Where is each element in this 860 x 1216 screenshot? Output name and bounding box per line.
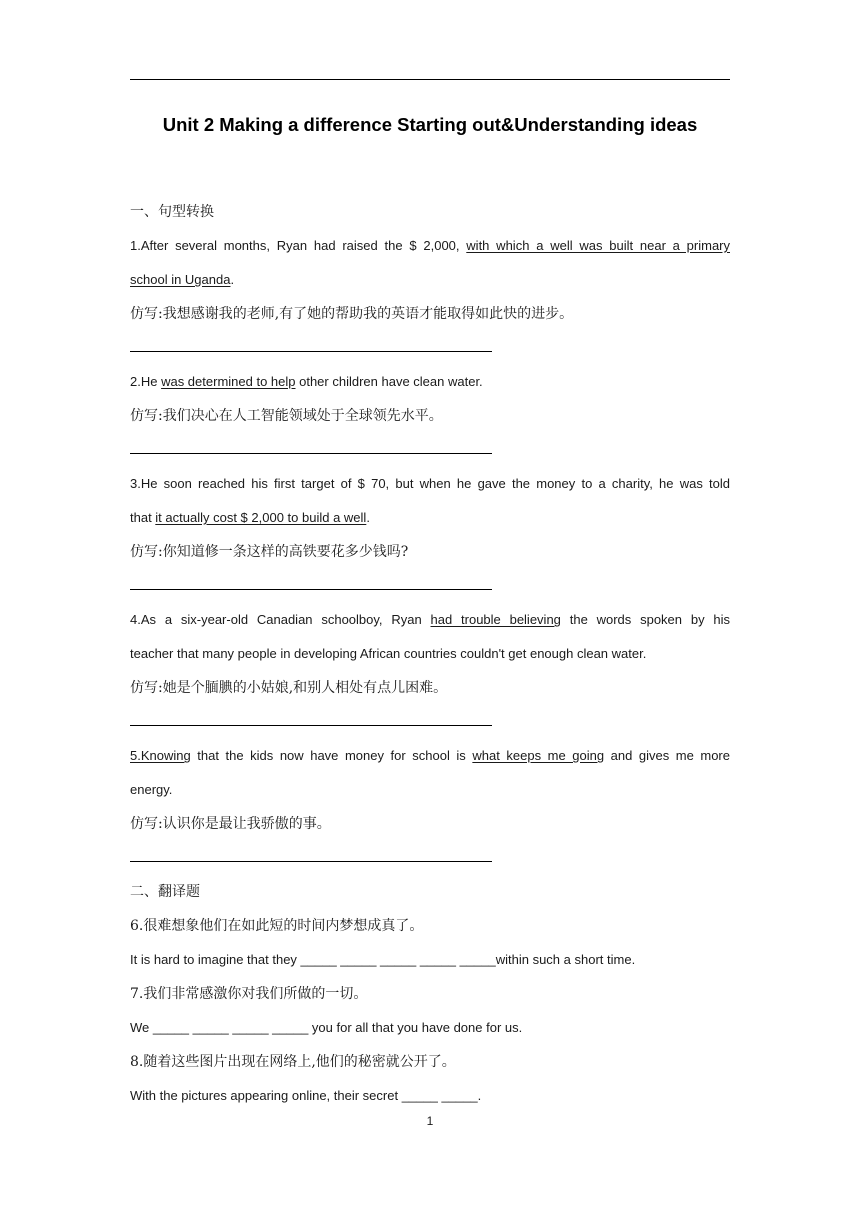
question-7-english: We _____ _____ _____ _____ you for all that you have done for us. (130, 1020, 523, 1035)
question-3-line-2: that it actually cost $ 2,000 to build a well. (130, 510, 370, 525)
underlined-phrase: it actually cost $ 2,000 to build a well (155, 510, 367, 525)
section-heading: 一、句型转换 (130, 204, 214, 220)
section-heading-translation: 二、翻译题 (130, 884, 200, 900)
question-2-line-1: 2.He was determined to help other children have clean water. (130, 374, 483, 389)
question-4-imitation: 仿写:她是个腼腆的小姑娘,和别人相处有点儿困难。 (130, 680, 448, 696)
answer-line[interactable] (130, 453, 492, 454)
section-sentence-transformation (130, 195, 730, 1113)
question-5-imitation: 仿写:认识你是最让我骄傲的事。 (130, 816, 331, 832)
underlined-phrase: with which a well was built near a primary (466, 238, 730, 253)
answer-line[interactable] (130, 589, 492, 590)
question-7-chinese: 7.我们非常感激你对我们所做的一切。 (130, 986, 368, 1002)
document-title: Unit 2 Making a difference Starting out&Understanding ideas (162, 114, 698, 135)
question-8-english: With the pictures appearing online, their secret _____ _____. (130, 1088, 482, 1103)
question-3-line-1: 3.He soon reached his first target of $ 70, but when he gave the money to a charity, he was told (130, 476, 730, 491)
question-2-imitation: 仿写:我们决心在人工智能领域处于全球领先水平。 (130, 408, 443, 424)
header-rule (130, 79, 730, 80)
underlined-phrase: was determined to help (161, 374, 296, 389)
question-1-line-1: 1.After several months, Ryan had raised the $ 2,000, with which a well was built near a primary (130, 238, 730, 253)
underlined-phrase: school in Uganda (130, 272, 231, 287)
underlined-phrase: had trouble believing (430, 612, 561, 627)
underlined-phrase: 5.Knowing (130, 748, 191, 763)
question-6-english: It is hard to imagine that they _____ _____ _____ _____ _____within such a short time. (130, 952, 636, 967)
answer-line[interactable] (130, 725, 492, 726)
question-3-imitation: 仿写:你知道修一条这样的高铁要花多少钱吗? (130, 544, 409, 560)
question-5-line-2: energy. (130, 782, 173, 797)
question-5-line-1: 5.Knowing that the kids now have money for school is what keeps me going and gives me more (130, 748, 730, 763)
underlined-phrase: what keeps me going (472, 748, 605, 763)
question-6-chinese: 6.很难想象他们在如此短的时间内梦想成真了。 (130, 918, 424, 934)
page-number: 1 (426, 1114, 434, 1128)
question-4-line-1: 4.As a six-year-old Canadian schoolboy, Ryan had trouble believing the words spoken by his (130, 612, 730, 627)
answer-line[interactable] (130, 861, 492, 862)
question-1-line-2: school in Uganda. (130, 272, 235, 287)
question-1-imitation: 仿写:我想感谢我的老师,有了她的帮助我的英语才能取得如此快的进步。 (130, 306, 574, 322)
question-8-chinese: 8.随着这些图片出现在网络上,他们的秘密就公开了。 (130, 1054, 456, 1070)
answer-line[interactable] (130, 351, 492, 352)
question-4-line-2: teacher that many people in developing African countries couldn't get enough clean water. (130, 646, 647, 661)
